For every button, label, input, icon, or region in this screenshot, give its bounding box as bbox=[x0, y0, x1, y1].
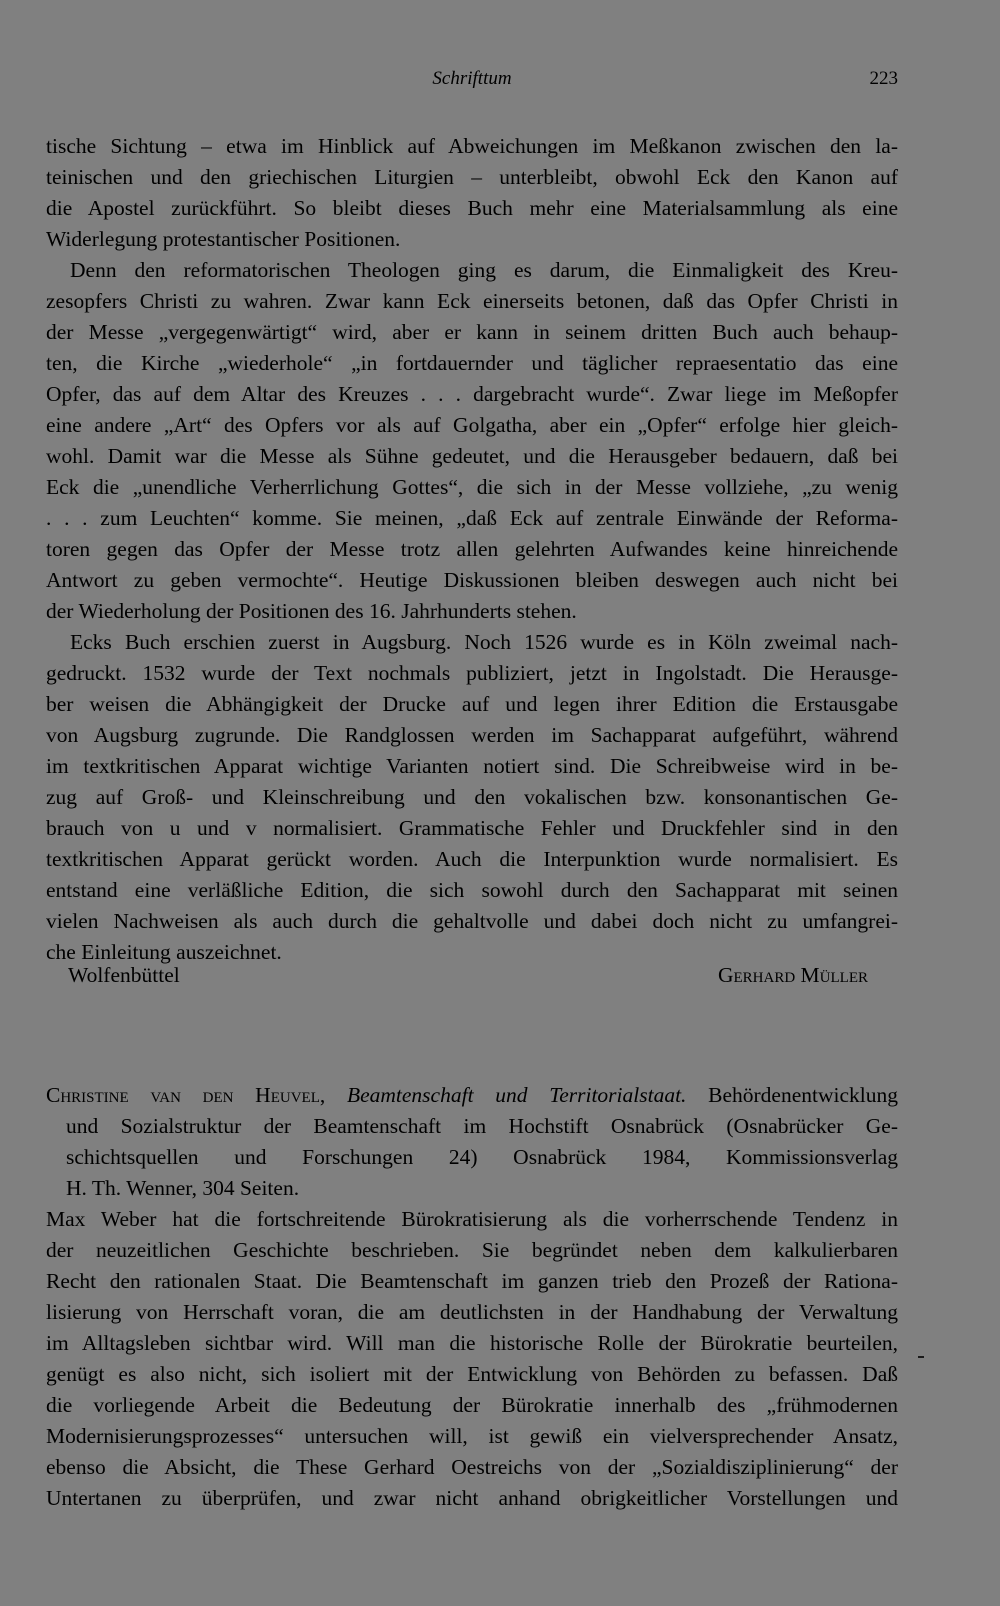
signature-name: Gerhard Müller bbox=[717, 963, 868, 987]
page-number: 223 bbox=[869, 68, 898, 89]
heading-line bbox=[46, 1080, 898, 1111]
text-line: der Wiederholung der Positionen des 16. Jahrhunderts stehen. bbox=[46, 599, 577, 623]
review-book-subtitle: Behördenentwicklung bbox=[708, 1083, 899, 1107]
text-line: von Augsburg zugrunde. Die Randglossen werden im Sachapparat aufgeführt, während bbox=[46, 723, 898, 747]
text-line: vielen Nachweisen als auch durch die gehaltvolle und dabei doch nicht zu umfangrei- bbox=[46, 909, 898, 933]
text-line: zesopfers Christi zu wahren. Zwar kann Eck einerseits betonen, daß das Opfer Christi in bbox=[46, 289, 898, 313]
review-1-signature bbox=[46, 960, 898, 991]
text-line: ber weisen die Abhängigkeit der Drucke auf und legen ihrer Edition die Erstausgabe bbox=[46, 692, 898, 716]
review-book-title: Beamtenschaft und Territorialstaat. bbox=[346, 1083, 687, 1107]
text-line: gedruckt. 1532 wurde der Text nochmals publiziert, jetzt in Ingolstadt. Die Herausge- bbox=[46, 661, 898, 685]
margin-mark bbox=[918, 1356, 924, 1358]
text-line: textkritischen Apparat gerückt worden. Auch die Interpunktion wurde normalisiert. Es bbox=[46, 847, 898, 871]
text-line: . . . zum Leuchten“ komme. Sie meinen, „daß Eck auf zentrale Einwände der Reforma- bbox=[46, 506, 898, 530]
text-line: entstand eine verläßliche Edition, die sich sowohl durch den Sachapparat mit seinen bbox=[46, 878, 898, 902]
text-line: ebenso die Absicht, die These Gerhard Oestreichs von der „Sozialdisziplinierung“ der bbox=[46, 1455, 898, 1479]
text-line: Modernisierungsprozesses“ untersuchen will, ist gewiß ein vielversprechender Ansatz, bbox=[46, 1424, 898, 1448]
running-head bbox=[46, 68, 898, 96]
text-line: die vorliegende Arbeit die Bedeutung der Bürokratie innerhalb des „frühmodernen bbox=[46, 1393, 898, 1417]
text-line: Max Weber hat die fortschreitende Bürokratisierung als die vorherrschende Tendenz in bbox=[46, 1207, 898, 1231]
text-line: che Einleitung auszeichnet. bbox=[46, 940, 282, 964]
text-line: der Messe „vergegenwärtigt“ wird, aber er kann in seinem dritten Buch auch behaup- bbox=[46, 320, 898, 344]
text-line: Recht den rationalen Staat. Die Beamtenschaft im ganzen trieb den Prozeß der Rationa- bbox=[46, 1269, 898, 1293]
text-line: Eck die „unendliche Verherrlichung Gottes“, die sich in der Messe vollziehe, „zu wenig bbox=[46, 475, 898, 499]
text-line: im textkritischen Apparat wichtige Varianten notiert sind. Die Schreibweise wird in be- bbox=[46, 754, 898, 778]
signature-place: Wolfenbüttel bbox=[68, 963, 180, 987]
text-line: teinischen und den griechischen Liturgien – unterbleibt, obwohl Eck den Kanon auf bbox=[46, 165, 898, 189]
heading-line: H. Th. Wenner, 304 Seiten. bbox=[66, 1176, 300, 1200]
text-line: eine andere „Art“ des Opfers vor als auf Golgatha, aber ein „Opfer“ erfolge hier gleich- bbox=[46, 413, 898, 437]
text-line: Denn den reformatorischen Theologen ging es darum, die Einmaligkeit des Kreu- bbox=[70, 258, 898, 282]
text-line: im Alltagsleben sichtbar wird. Will man die historische Rolle der Bürokratie beurteilen, bbox=[46, 1331, 898, 1355]
text-line: brauch von u und v normalisiert. Grammatische Fehler und Druckfehler sind in den bbox=[46, 816, 898, 840]
text-line: tische Sichtung – etwa im Hinblick auf Abweichungen im Meßkanon zwischen den la- bbox=[46, 134, 898, 158]
text-line: Untertanen zu überprüfen, und zwar nicht anhand obrigkeitlicher Vorstellungen und bbox=[46, 1486, 898, 1510]
text-line: die Apostel zurückführt. So bleibt dieses Buch mehr eine Materialsammlung als eine bbox=[46, 196, 898, 220]
text-line: toren gegen das Opfer der Messe trotz allen gelehrten Aufwandes keine hinreichende bbox=[46, 537, 898, 561]
review-author: Christine van den Heuvel, bbox=[46, 1083, 326, 1107]
text-line: lisierung von Herrschaft voran, die am deutlichsten in der Handhabung der Verwaltung bbox=[46, 1300, 898, 1324]
text-line: der neuzeitlichen Geschichte beschrieben. Sie begründet neben dem kalkulierbaren bbox=[46, 1238, 898, 1262]
heading-line: und Sozialstruktur der Beamtenschaft im Hochstift Osnabrück (Osnabrücker Ge- bbox=[66, 1114, 898, 1138]
text-line: wohl. Damit war die Messe als Sühne gedeutet, und die Herausgeber bedauern, daß bei bbox=[46, 444, 898, 468]
heading-line: schichtsquellen und Forschungen 24) Osnabrück 1984, Kommissionsverlag bbox=[66, 1145, 898, 1169]
text-line: genügt es also nicht, sich isoliert mit der Entwicklung von Behörden zu befassen. Daß bbox=[46, 1362, 898, 1386]
text-line: Ecks Buch erschien zuerst in Augsburg. Noch 1526 wurde es in Köln zweimal nach- bbox=[70, 630, 898, 654]
text-line: ten, die Kirche „wiederhole“ „in fortdauernder und täglicher repraesentatio das eine bbox=[46, 351, 898, 375]
running-title: Schrifttum bbox=[432, 68, 512, 89]
text-line: Opfer, das auf dem Altar des Kreuzes . . . dargebracht wurde“. Zwar liege im Meßopfer bbox=[46, 382, 898, 406]
text-line: Widerlegung protestantischer Positionen. bbox=[46, 227, 401, 251]
text-line: Antwort zu geben vermochte“. Heutige Diskussionen bleiben deswegen auch nicht bei bbox=[46, 568, 898, 592]
text-line: zug auf Groß- und Kleinschreibung und den vokalischen bzw. konsonantischen Ge- bbox=[46, 785, 898, 809]
